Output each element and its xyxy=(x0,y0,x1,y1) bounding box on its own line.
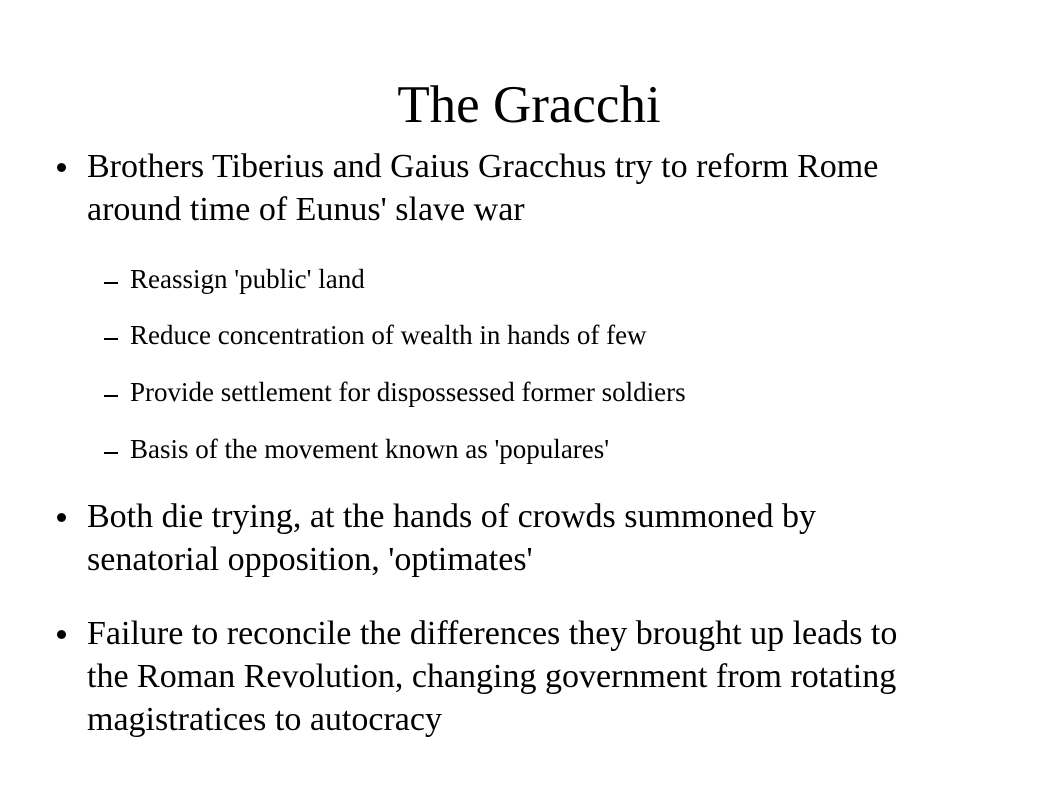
bullet-text: Brothers Tiberius and Gaius Gracchus try to reform Rome around time of Eunus' slave war xyxy=(87,148,879,228)
dash-icon xyxy=(104,452,118,454)
sub-bullet-text: Basis of the movement known as 'populares' xyxy=(130,434,610,464)
sub-bullet-text: Provide settlement for dispossessed former soldiers xyxy=(130,377,686,407)
bullet-dot-icon xyxy=(57,513,66,522)
slide-title: The Gracchi xyxy=(397,76,661,134)
bullet-dot-icon xyxy=(57,163,66,172)
bullet-text: Both die trying, at the hands of crowds summoned by senatorial opposition, 'optimates' xyxy=(87,498,817,578)
bullet-dot-icon xyxy=(57,630,66,639)
dash-icon xyxy=(104,395,118,397)
sub-bullet-text: Reduce concentration of wealth in hands of few xyxy=(130,320,647,350)
sub-bullet-text: Reassign 'public' land xyxy=(130,264,365,294)
dash-icon xyxy=(104,338,118,340)
bullet-text: Failure to reconcile the differences they brought up leads to the Roman Revolution, changing government from rotating magistratices to autocracy xyxy=(87,615,898,738)
dash-icon xyxy=(104,282,118,284)
